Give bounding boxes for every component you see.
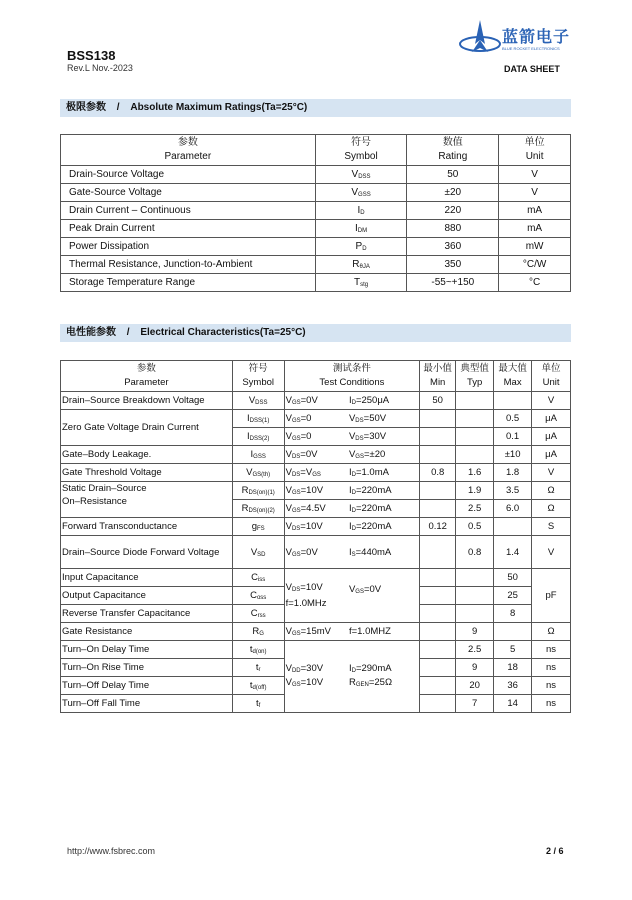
cell-condition: $V_{DS}=V_{GS}$ (284, 464, 348, 482)
cell-symbol: $V_{GS(th)}$ (232, 464, 284, 482)
cell-typ (456, 446, 494, 464)
cell-condition: $V_{GS}=0$ (284, 428, 348, 446)
cell-symbol: $V_{GSS}$ (315, 184, 407, 202)
cell-typ: 2.5 (456, 500, 494, 518)
cell-parameter: Power Dissipation (61, 238, 316, 256)
footer-url[interactable]: http://www.fsbrec.com (67, 846, 156, 856)
cell-max: 36 (494, 677, 532, 695)
cell-symbol: $t_{d(on)}$ (232, 641, 284, 659)
cell-symbol: $t_f$ (232, 695, 284, 713)
cell-unit: Ω (532, 500, 571, 518)
revision: Rev.L Nov.-2023 (67, 63, 133, 73)
cell-unit: μA (532, 446, 571, 464)
cell-symbol: $R_{DS(on)(2)}$ (232, 500, 284, 518)
cell-max: 5 (494, 641, 532, 659)
cell-parameter: Turn–On Rise Time (61, 659, 233, 677)
cell-typ: 1.9 (456, 482, 494, 500)
cell-rating: 360 (407, 238, 499, 256)
cell-max: 3.5 (494, 482, 532, 500)
table-row (61, 569, 571, 587)
cell-unit: μA (532, 410, 571, 428)
table-row (61, 220, 571, 238)
cell-max (494, 392, 532, 410)
cell-symbol: $C_{iss}$ (232, 569, 284, 587)
cell-condition: $V_{GS}=15mV$ (284, 623, 348, 641)
table-row (61, 410, 571, 428)
cell-symbol: $C_{rss}$ (232, 605, 284, 623)
cell-parameter: Turn–Off Delay Time (61, 677, 233, 695)
cell-symbol: $R_G$ (232, 623, 284, 641)
cell-min (420, 446, 456, 464)
part-number: BSS138 (67, 48, 116, 63)
cell-min (420, 569, 456, 587)
cell-max: 1.8 (494, 464, 532, 482)
company-logo (458, 18, 578, 60)
cell-condition: $V_{GS}=0V$ (284, 392, 348, 410)
cell-symbol: $g_{FS}$ (232, 518, 284, 536)
cell-parameter: Reverse Transfer Capacitance (61, 605, 233, 623)
cell-typ: 2.5 (456, 641, 494, 659)
cell-symbol: $I_{DSS(1)}$ (232, 410, 284, 428)
cell-parameter: Static Drain–Source On–Resistance (61, 482, 233, 518)
cell-typ: 20 (456, 677, 494, 695)
table-row (61, 482, 571, 500)
cell-condition: $I_D=220mA$ (348, 482, 420, 500)
cell-unit: S (532, 518, 571, 536)
doc-type: DATA SHEET (504, 64, 560, 74)
cell-parameter: Gate–Body Leakage. (61, 446, 233, 464)
page-number: 2 / 6 (546, 846, 564, 856)
cell-min (420, 500, 456, 518)
cell-typ (456, 428, 494, 446)
section-separator: / (126, 327, 130, 338)
cell-max: 0.1 (494, 428, 532, 446)
cell-min (420, 677, 456, 695)
section-bar-absolute-max (60, 99, 571, 117)
cell-symbol: $P_D$ (315, 238, 407, 256)
cell-rating: -55~+150 (407, 274, 499, 292)
cell-parameter: Forward Transconductance (61, 518, 233, 536)
header-unit: 单位 Unit (499, 135, 571, 166)
cell-condition: $V_{DS}=10V$ (284, 518, 348, 536)
cell-rating: 880 (407, 220, 499, 238)
cell-condition: $V_{GS}=0V$ (348, 569, 420, 623)
cell-typ (456, 392, 494, 410)
cell-typ: 0.5 (456, 518, 494, 536)
cell-min: 0.8 (420, 464, 456, 482)
table-row (61, 464, 571, 482)
cell-max: 1.4 (494, 536, 532, 569)
cell-max (494, 623, 532, 641)
cell-unit: ns (532, 677, 571, 695)
cell-min (420, 410, 456, 428)
cell-max: 0.5 (494, 410, 532, 428)
electrical-characteristics-table (60, 360, 571, 713)
cell-typ: 7 (456, 695, 494, 713)
section-title-cn: 电性能参数 (66, 327, 116, 338)
cell-symbol: $R_{DS(on)(1)}$ (232, 482, 284, 500)
cell-parameter: Output Capacitance (61, 587, 233, 605)
header-rating: 数值 Rating (407, 135, 499, 166)
cell-unit: ns (532, 641, 571, 659)
table-row (61, 274, 571, 292)
table-header-row (61, 361, 571, 392)
cell-unit: mW (499, 238, 571, 256)
cell-unit: V (532, 536, 571, 569)
cell-unit: V (532, 464, 571, 482)
cell-max: 50 (494, 569, 532, 587)
cell-max: 18 (494, 659, 532, 677)
cell-max: 8 (494, 605, 532, 623)
cell-min (420, 428, 456, 446)
cell-unit: ns (532, 695, 571, 713)
cell-parameter: Gate-Source Voltage (61, 184, 316, 202)
cell-condition: $V_{GS}=0V$ (284, 536, 348, 569)
cell-typ (456, 410, 494, 428)
cell-rating: 50 (407, 166, 499, 184)
cell-condition: $I_D=220mA$ (348, 500, 420, 518)
cell-unit: pF (532, 569, 571, 623)
table-row (61, 446, 571, 464)
cell-min (420, 605, 456, 623)
cell-parameter: Turn–Off Fall Time (61, 695, 233, 713)
cell-min (420, 659, 456, 677)
header-typ: 典型值 Typ (456, 361, 494, 392)
cell-max: 6.0 (494, 500, 532, 518)
cell-min (420, 695, 456, 713)
cell-condition: $V_{DS}=30V$ (348, 428, 420, 446)
cell-condition: $V_{DS}=10V$ f=1.0MHz (284, 569, 348, 623)
header-unit: 单位 Unit (532, 361, 571, 392)
logo-text-en: BLUE ROCKET ELECTRONICS (502, 46, 560, 51)
section-title-cn: 极限参数 (66, 102, 106, 113)
cell-condition: $V_{GS}=10V$ (284, 482, 348, 500)
cell-unit: Ω (532, 482, 571, 500)
cell-unit: mA (499, 220, 571, 238)
cell-parameter: Drain–Source Breakdown Voltage (61, 392, 233, 410)
cell-min (420, 482, 456, 500)
logo-text-cn: 蓝箭电子 (502, 27, 571, 46)
cell-max (494, 518, 532, 536)
absolute-max-ratings-table (60, 134, 571, 292)
cell-symbol: $V_{DSS}$ (315, 166, 407, 184)
header-parameter: 参数 Parameter (61, 135, 316, 166)
header-min: 最小值 Min (420, 361, 456, 392)
cell-symbol: $C_{oss}$ (232, 587, 284, 605)
cell-symbol: $t_{d(off)}$ (232, 677, 284, 695)
cell-condition: $I_S=440mA$ (348, 536, 420, 569)
table-row (61, 518, 571, 536)
cell-unit: V (499, 184, 571, 202)
cell-condition: $I_D=1.0mA$ (348, 464, 420, 482)
cell-symbol: $I_{DSS(2)}$ (232, 428, 284, 446)
rocket-logo-icon (458, 18, 502, 60)
table-row (61, 202, 571, 220)
cell-parameter: Drain Current – Continuous (61, 202, 316, 220)
table-row (61, 536, 571, 569)
cell-symbol: $V_{DSS}$ (232, 392, 284, 410)
cell-unit: μA (532, 428, 571, 446)
header-parameter: 参数 Parameter (61, 361, 233, 392)
table-header-row (61, 135, 571, 166)
cell-symbol: $I_{DM}$ (315, 220, 407, 238)
cell-symbol: $R_{\theta JA}$ (315, 256, 407, 274)
cell-min: 50 (420, 392, 456, 410)
header-symbol: 符号 Symbol (315, 135, 407, 166)
cell-typ (456, 605, 494, 623)
cell-min (420, 623, 456, 641)
cell-parameter: Gate Resistance (61, 623, 233, 641)
cell-parameter: Gate Threshold Voltage (61, 464, 233, 482)
cell-symbol: $T_{stg}$ (315, 274, 407, 292)
cell-rating: 220 (407, 202, 499, 220)
cell-max: ±10 (494, 446, 532, 464)
cell-unit: V (499, 166, 571, 184)
cell-unit: °C/W (499, 256, 571, 274)
cell-typ: 9 (456, 623, 494, 641)
header-max: 最大值 Max (494, 361, 532, 392)
cell-parameter: Drain-Source Voltage (61, 166, 316, 184)
header-conditions: 测试条件 Test Conditions (284, 361, 420, 392)
cell-min: 0.12 (420, 518, 456, 536)
cell-parameter: Input Capacitance (61, 569, 233, 587)
table-row (61, 184, 571, 202)
cell-condition: $V_{GS}=0$ (284, 410, 348, 428)
header-symbol: 符号 Symbol (232, 361, 284, 392)
cell-min (420, 587, 456, 605)
cell-min (420, 641, 456, 659)
cell-typ: 0.8 (456, 536, 494, 569)
cell-parameter: Zero Gate Voltage Drain Current (61, 410, 233, 446)
cell-unit: Ω (532, 623, 571, 641)
cell-unit: mA (499, 202, 571, 220)
table-row (61, 238, 571, 256)
cell-max: 14 (494, 695, 532, 713)
cell-typ: 9 (456, 659, 494, 677)
cell-min (420, 536, 456, 569)
cell-unit: ns (532, 659, 571, 677)
table-row (61, 392, 571, 410)
table-row (61, 641, 571, 659)
cell-condition: f=1.0MHZ (348, 623, 420, 641)
cell-condition: $I_D=290mA$ $R_{GEN}=25\Omega$ (348, 641, 420, 713)
section-separator: / (116, 102, 120, 113)
cell-symbol: $I_D$ (315, 202, 407, 220)
cell-parameter: Drain–Source Diode Forward Voltage (61, 536, 233, 569)
section-title-en: Absolute Maximum Ratings(Ta=25°C) (130, 102, 308, 113)
cell-typ (456, 587, 494, 605)
cell-parameter: Storage Temperature Range (61, 274, 316, 292)
cell-typ: 1.6 (456, 464, 494, 482)
table-row (61, 166, 571, 184)
cell-rating: 350 (407, 256, 499, 274)
cell-condition: $V_{DS}=50V$ (348, 410, 420, 428)
cell-condition: $V_{DS}=0V$ (284, 446, 348, 464)
cell-condition: $I_D=250\mu A$ (348, 392, 420, 410)
cell-symbol: $V_{SD}$ (232, 536, 284, 569)
cell-parameter: Thermal Resistance, Junction-to-Ambient (61, 256, 316, 274)
cell-max: 25 (494, 587, 532, 605)
cell-condition: $I_D=220mA$ (348, 518, 420, 536)
table-row (61, 256, 571, 274)
section-title-en: Electrical Characteristics(Ta=25°C) (140, 327, 306, 338)
cell-rating: ±20 (407, 184, 499, 202)
cell-symbol: $I_{GSS}$ (232, 446, 284, 464)
cell-unit: °C (499, 274, 571, 292)
cell-condition: $V_{GS}=\pm 20$ (348, 446, 420, 464)
cell-symbol: $t_r$ (232, 659, 284, 677)
cell-typ (456, 569, 494, 587)
table-row (61, 623, 571, 641)
cell-parameter: Turn–On Delay Time (61, 641, 233, 659)
cell-parameter: Peak Drain Current (61, 220, 316, 238)
section-bar-electrical (60, 324, 571, 342)
cell-condition: $V_{GS}=4.5V$ (284, 500, 348, 518)
cell-condition: $V_{DD}=30V$ $V_{GS}=10V$ (284, 641, 348, 713)
cell-unit: V (532, 392, 571, 410)
